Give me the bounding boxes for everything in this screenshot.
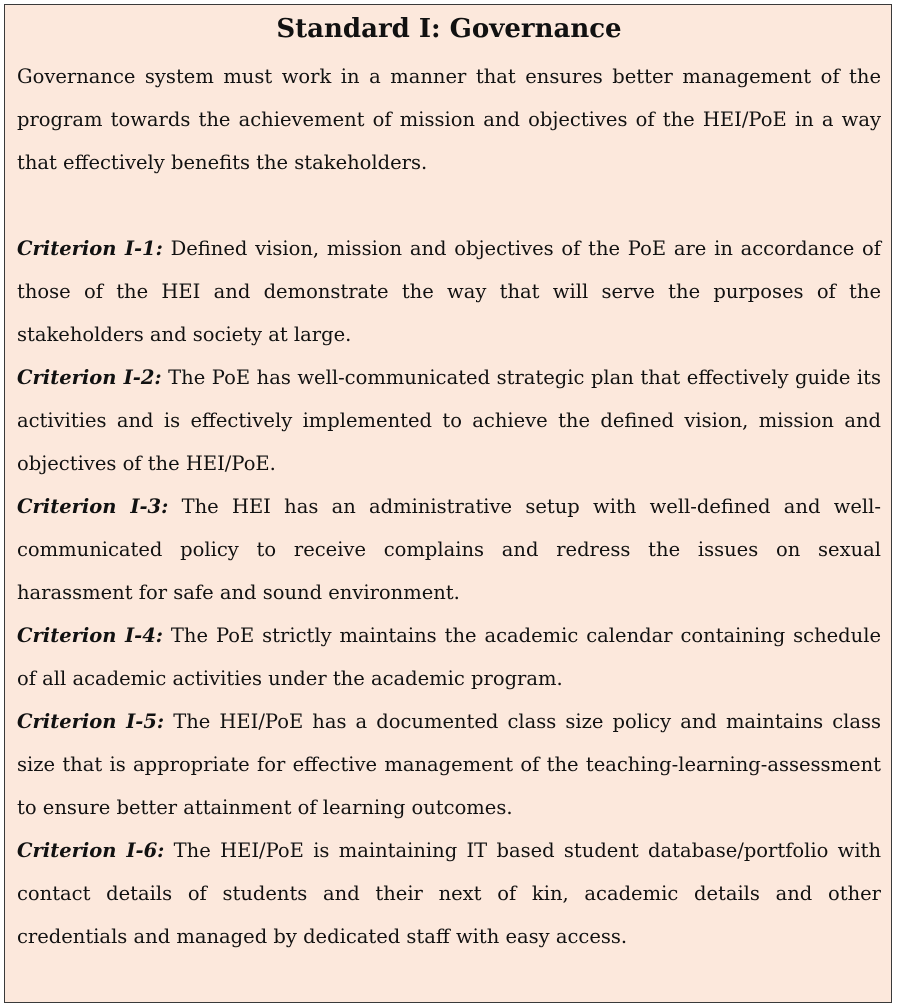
- standard-box: [4, 4, 892, 1003]
- criterion-2: [17, 356, 881, 485]
- criterion-3-text: The HEI has an administrative setup with well-defined and well-communicated policy to receive complains and redress the issues on sexual harassment for safe and sound environment.: [17, 495, 881, 604]
- criterion-5-text: The HEI/PoE has a documented class size policy and maintains class size that is appropriate for effective management of the teaching-learning-assessment to ensure better attainment of learning outcomes.: [17, 710, 881, 819]
- criterion-4-label: Criterion I-4:: [17, 624, 163, 647]
- criterion-5: [17, 700, 881, 829]
- criterion-2-text: The PoE has well-communicated strategic plan that effectively guide its activities and is effectively implemented to achieve the defined vision, mission and objectives of the HEI/PoE.: [17, 366, 881, 475]
- intro-paragraph: Governance system must work in a manner that ensures better management of the program towards the achievement of mission and objectives of the HEI/PoE in a way that effectively benefits the stakeholders.: [17, 65, 881, 174]
- criterion-1-label: Criterion I-1:: [17, 237, 163, 260]
- standard-title: Standard I: Governance: [276, 14, 622, 44]
- criterion-6-label: Criterion I-6:: [17, 839, 165, 862]
- criterion-3-label: Criterion I-3:: [17, 495, 169, 518]
- criterion-4-text: The PoE strictly maintains the academic calendar containing schedule of all academic activities under the academic program.: [17, 624, 881, 690]
- criterion-4: [17, 614, 881, 700]
- criterion-3: [17, 485, 881, 614]
- criterion-1: [17, 227, 881, 356]
- criterion-2-label: Criterion I-2:: [17, 366, 162, 389]
- criterion-6: [17, 829, 881, 958]
- criterion-5-label: Criterion I-5:: [17, 710, 165, 733]
- criterion-6-text: The HEI/PoE is maintaining IT based student database/portfolio with contact details of students and their next of kin, academic details and other credentials and managed by dedicated staff with easy access.: [17, 839, 881, 948]
- criterion-1-text: Defined vision, mission and objectives of the PoE are in accordance of those of the HEI and demonstrate the way that will serve the purposes of the stakeholders and society at large.: [17, 237, 881, 346]
